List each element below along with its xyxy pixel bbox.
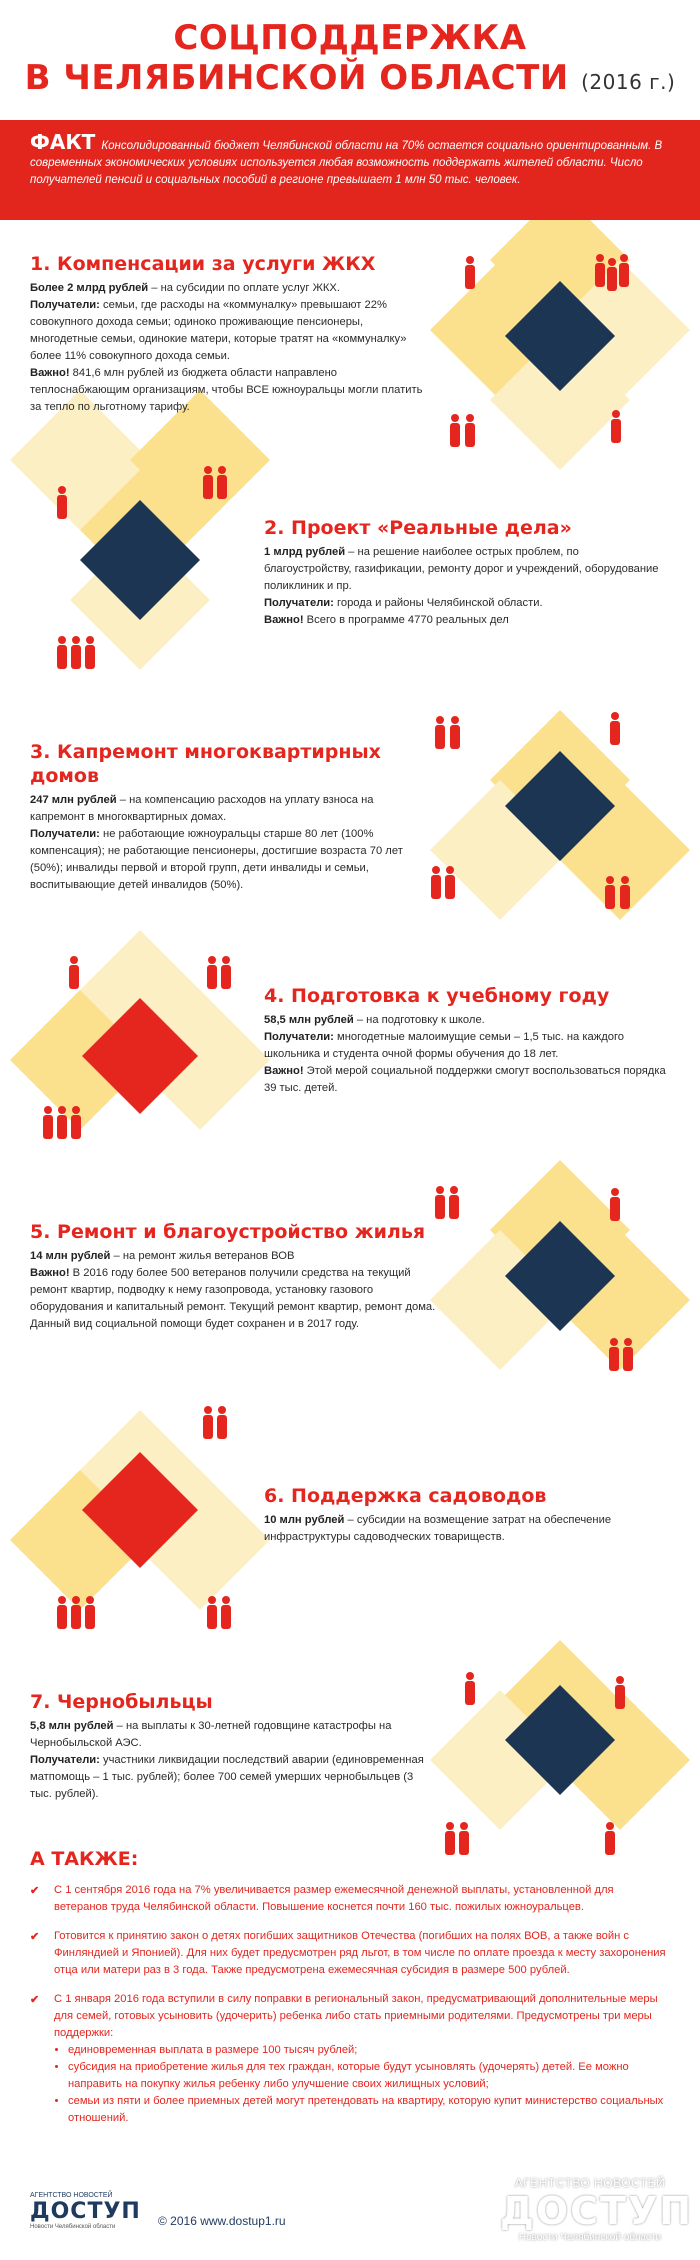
section-6: 6. Поддержка садоводов 10 млн рублей – субсидии на возмещение затрат на обеспечение инфраструктуры садоводческих товариществ. <box>264 1485 612 1543</box>
fact-text: Консолидированный бюджет Челябинской области на 70% остается социально ориентированным. В современных экономических условиях используется любая возможность поддержать жителей области. Число получателей пенсий и социальных пособий в регионе превышает 1 млн 50 тыс. человек. <box>30 140 663 186</box>
section-7: 7. Чернобыльцы 5,8 млн рублей – на выплаты к 30-летней годовщине катастрофы на Чернобыльской АЭС. Получатели: участники ликвидации последствий аварии (единовременная матпомощь – 1 тыс. рублей); более 700 семей умерших чернобыльцев (3 тыс. рублей). <box>30 1691 424 1800</box>
copyright[interactable]: © 2016 www.dostup1.ru <box>158 2214 286 2228</box>
section-1: 1. Компенсации за услуги ЖКХ Более 2 млрд рублей – на субсидии по оплате услуг ЖКХ. Получатели: семьи, где расходы на «коммуналку» превышают 22% совокупного дохода семьи; одиноко проживающие пенсионеры, многодетные семьи, одинокие матери, которые тратят на «коммуналку» более 11% совокупного дохода семьи. Важно! 841,6 млн рублей из бюджета области направлено теплоснабжающим организациям, чтобы ВСЕ южноуральцы могли платить за тепло по льготному тарифу. <box>30 253 423 413</box>
section-2: 2. Проект «Реальные дела» 1 млрд рублей – на решение наиболее острых проблем, по благоустройству, газификации, ремонту дорог и учреждений, оборудование поликлиник и пр. Получатели: города и районы Челябинской области. Важно! Всего в программе 4770 реальных дел <box>264 517 659 626</box>
section-3: 3. Капремонт многоквартирных домов 247 млн рублей – на компенсацию расходов на уплату взноса на капремонт в многоквартирных домах. Получатели: не работающие южноуральцы старше 80 лет (100% компенсация); не работающие пенсионеры, достигшие возраста 70 лет (50%); инвалиды первой и второй групп, дети инвалиды и семьи, воспитывающие детей инвалидов (50%). <box>30 741 403 891</box>
page-title: СОЦПОДДЕРЖКА В ЧЕЛЯБИНСКОЙ ОБЛАСТИ (2016 г.) <box>24 18 676 98</box>
also-item: ✔ Готовится к принятию закон о детях погибших защитников Отечества (погибших на полях ВОВ, а также войн с Финляндией и Японией). Для них будет предусмотрен ряд льгот, в том числе по оплате проезда к месту захоронения отца или матери раз в 3 года. Также предусмотрена ежемесячная субсидия в размере 500 рублей. <box>30 1930 666 1976</box>
also-item: ✔ С 1 сентября 2016 года на 7% увеличивается размер ежемесячной денежной выплаты, установленной для ветеранов труда Челябинской области. Повышение коснется почти 160 тыс. пожилых южноуральцев. <box>30 1884 614 1913</box>
also-subitem: • субсидия на приобретение жилья для тех граждан, которые будут усыновлять (удочерять) детей. Ее можно направить на покупку жилья ребенку либо улучшение своих жилищных условий; <box>68 2059 670 2093</box>
dostup-logo[interactable]: АГЕНТСТВО НОВОСТЕЙ ДОСТУП Новости Челябинской области <box>30 2192 141 2230</box>
also-section: А ТАКЖЕ: ✔ С 1 сентября 2016 года на 7% увеличивается размер ежемесячной денежной выплаты, установленной для ветеранов труда Челябинской области. Повышение коснется почти 160 тыс. пожилых южноуральцев. ✔ Готовится к принятию закон о детях погибших защитников Отечества (погибших на полях ВОВ, а также войн с Финляндией и Японией). Для них будет предусмотрен ряд льгот, в том числе по оплате проезда к месту захоронения отца или матери раз в 3 года. Также предусмотрена ежемесячная субсидия в размере 500 рублей. ✔ С 1 января 2016 года вступили в силу поправки в региональный закон, предусматривающий дополнительные меры для семей, готовых усыновить (удочерить) ребенка либо стать приемными родителями. Предусмотрены три меры поддержки: • единовременная выплата в размере 100 тысяч рублей; • субсидия на приобретение жилья для тех граждан, которые будут усыновлять (удочерять) детей. Ее можно направить на покупку жилья ребенку либо улучшение своих жилищных условий; • семьи из пяти и более приемных детей могут претендовать на квартиру, которую купит министерство социальных отношений. <box>30 1848 670 2139</box>
check-icon: ✔ <box>30 1885 40 1897</box>
also-subitem: • единовременная выплата в размере 100 тысяч рублей; <box>68 2042 670 2059</box>
section-4: 4. Подготовка к учебному году 58,5 млн рублей – на подготовку к школе. Получатели: многодетные малоимущие семьи – 1,5 тыс. на каждого школьника и студента очной формы обучения до 18 лет. Важно! Этой мерой социальной поддержки смогут воспользоваться порядка 39 тыс. детей. <box>264 985 666 1094</box>
check-icon: ✔ <box>30 1994 40 2006</box>
section-5: 5. Ремонт и благоустройство жилья 14 млн рублей – на ремонт жилья ветеранов ВОВ Важно! В 2016 году более 500 ветеранов получили средства на текущий ремонт квартир, подводку к нему газопровода, установку газового оборудования и капитальный ремонт. Текущий ремонт квартир, ремонт дома. Данный вид социальной помощи будет сохранен и в 2017 году. <box>30 1221 436 1330</box>
also-subitem: • семьи из пяти и более приемных детей могут претендовать на квартиру, которую купит министерство социальных отношений. <box>68 2093 670 2127</box>
also-item: ✔ С 1 января 2016 года вступили в силу поправки в региональный закон, предусматривающий дополнительные меры для семей, готовых усыновить (удочерить) ребенка либо стать приемными родителями. Предусмотрены три меры поддержки: • единовременная выплата в размере 100 тысяч рублей; • субсидия на приобретение жилья для тех граждан, которые будут усыновлять (удочерять) детей. Ее можно направить на покупку жилья ребенку либо улучшение своих жилищных условий; • семьи из пяти и более приемных детей могут претендовать на квартиру, которую купит министерство социальных отношений. <box>30 1991 670 2127</box>
watermark: АГЕНТСТВО НОВОСТЕЙ ДОСТУП Новости Челябинской области <box>500 2176 694 2243</box>
check-icon: ✔ <box>30 1931 40 1943</box>
fact-banner <box>0 120 700 220</box>
fact-label: ФАКТ <box>30 130 96 154</box>
